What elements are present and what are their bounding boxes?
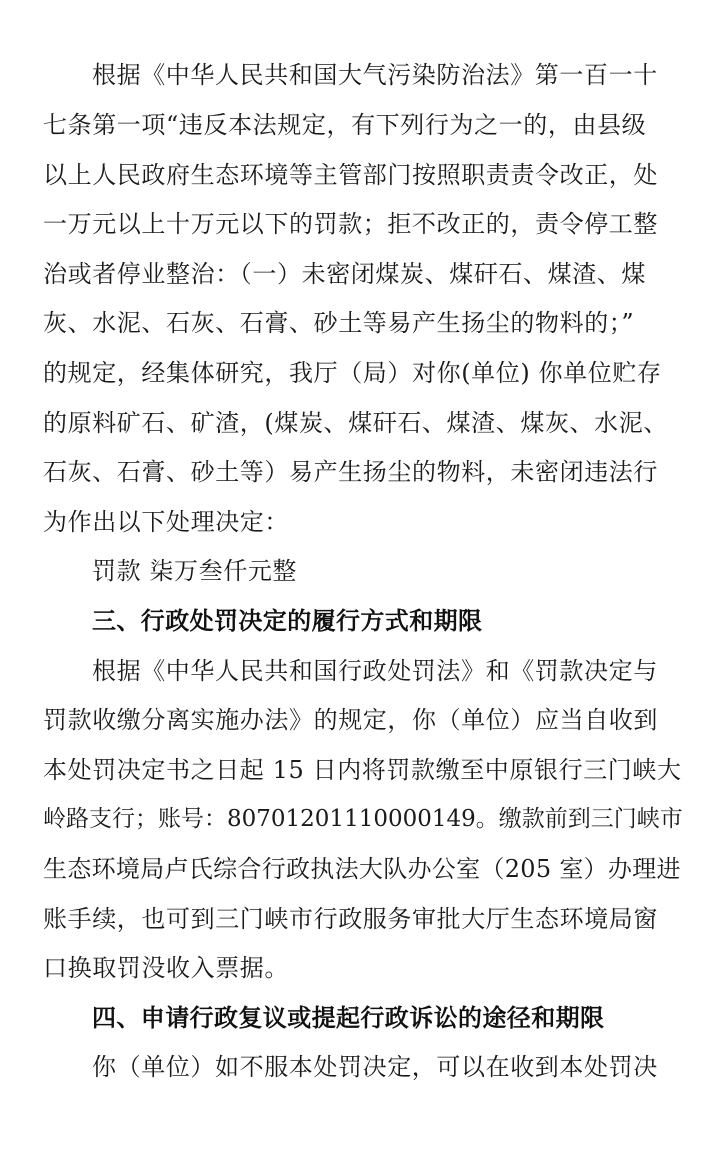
legal-basis-line-8: 的原料矿石、矿渣，(煤炭、煤矸石、煤渣、煤灰、水泥、 <box>43 409 668 437</box>
penalty-amount: 罚款 柒万叁仟元整 <box>92 557 298 585</box>
section-three-line-2: 罚款收缴分离实施办法》的规定，你（单位）应当自收到 <box>43 706 658 734</box>
legal-basis-line-4: 一万元以上十万元以下的罚款；拒不改正的，责令停工整 <box>43 210 658 238</box>
section-three-line-7: 口换取罚没收入票据。 <box>43 954 289 982</box>
legal-basis-line-7: 的规定，经集体研究，我厅（局）对你(单位) 你单位贮存 <box>43 359 662 387</box>
legal-basis-line-10: 为作出以下处理决定： <box>43 508 289 536</box>
legal-basis-line-2: 七条第一项“违反本法规定，有下列行为之一的，由县级 <box>43 111 647 139</box>
section-three-line-5: 生态环境局卢氏综合行政执法大队办公室（205 室）办理进 <box>43 855 681 883</box>
section-three-line-1: 根据《中华人民共和国行政处罚法》和《罚款决定与 <box>92 657 658 685</box>
section-three-line-6: 账手续，也可到三门峡市行政服务审批大厅生态环境局窗 <box>43 905 658 933</box>
section-four-line-1: 你（单位）如不服本处罚决定，可以在收到本处罚决 <box>92 1053 658 1081</box>
legal-basis-line-9: 石灰、石膏、砂土等）易产生扬尘的物料，未密闭违法行 <box>43 458 658 486</box>
section-three-heading: 三、行政处罚决定的履行方式和期限 <box>92 607 483 635</box>
legal-basis-line-3: 以上人民政府生态环境等主管部门按照职责责令改正，处 <box>43 161 658 189</box>
section-four-heading: 四、申请行政复议或提起行政诉讼的途径和期限 <box>92 1004 605 1032</box>
legal-basis-line-6: 灰、水泥、石灰、石膏、砂土等易产生扬尘的物料的；” <box>43 309 635 337</box>
section-three-line-3: 本处罚决定书之日起 15 日内将罚款缴至中原银行三门峡大 <box>43 756 682 784</box>
legal-basis-line-5: 治或者停业整治：（一）未密闭煤炭、煤矸石、煤渣、煤 <box>43 260 646 288</box>
section-three-line-4: 岭路支行；账号：80701201110000149。缴款前到三门峡市 <box>43 806 683 832</box>
legal-basis-line-1: 根据《中华人民共和国大气污染防治法》第一百一十 <box>92 61 658 89</box>
